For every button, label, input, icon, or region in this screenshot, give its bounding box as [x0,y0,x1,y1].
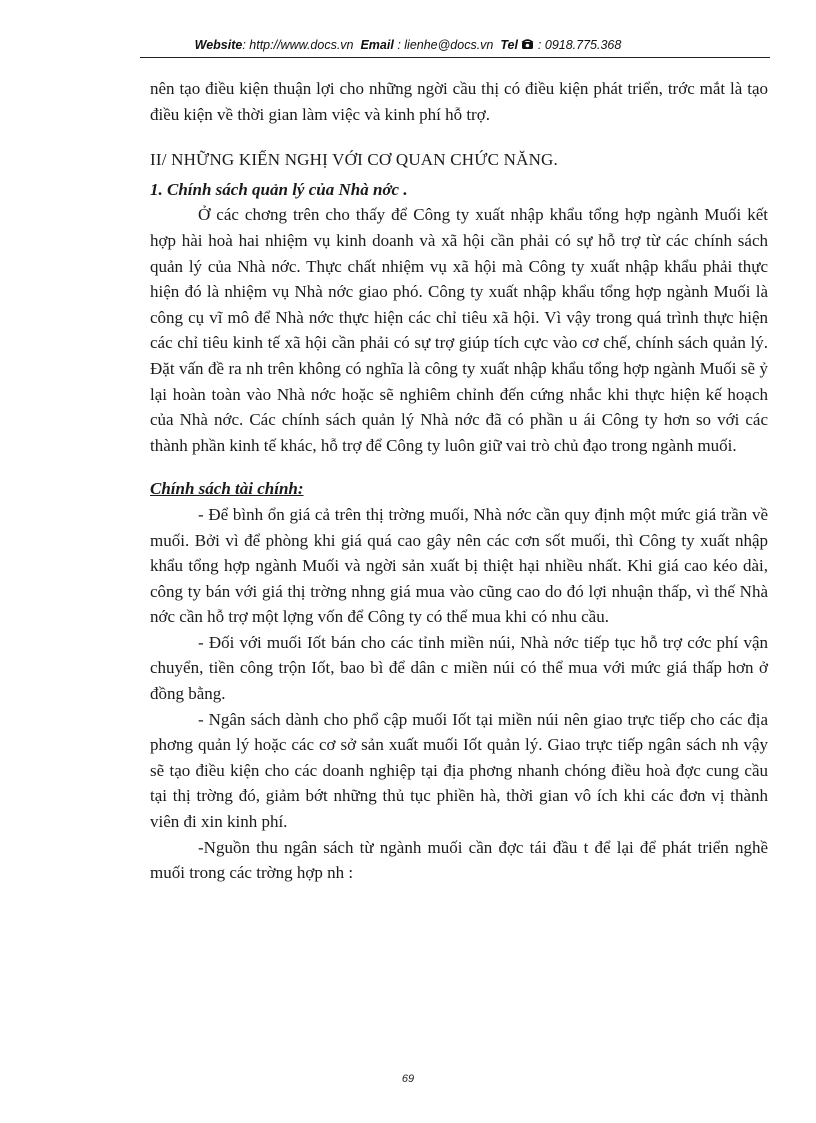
email-label: Email [360,38,394,52]
intro-paragraph: nên tạo điều kiện thuận lợi cho những ngời cầu thị có điều kiện phát triển, trớc mắt là tạo điều kiện về thời gian làm việc và kinh phí hỗ trợ. [150,79,768,124]
website-label: Website [194,38,243,52]
finance-paragraph-1: - Để bình ổn giá cả trên thị trờng muối, Nhà nớc cần quy định một mức giá trần về muối. Bởi vì để phòng khi giá quá cao gây nên các cơn sốt muối, thì Công ty xuất nhập khẩu tổng hợp ngành Muối và ngời sản xuất bị thiệt hại nhiều nhất. Khi giá cao kéo dài, công ty bán với giá thị trờng nhng giá mua vào cũng cao do đó lợi nhuận thấp, vì thế Nhà nớc cần hỗ trợ một lợng vốn để Công ty có thể mua khi có nhu cầu. [150,504,768,627]
finance-paragraph-3: - Ngân sách dành cho phổ cập muối Iốt tại miền núi nên giao trực tiếp cho các địa phơng quản lý hoặc các cơ sở sản xuất muối Iốt quản lý. Giao trực tiếp ngân sách nh vậy sẽ tạo điều kiện cho các doanh nghiệp tại địa phơng nhanh chóng điều hoà đợc cung cầu tại thị trờng đó, giảm bớt những thủ tục phiền hà, thời gian vô ích khi các đơn vị thành viên đi xin kinh phí. [150,709,768,832]
finance-paragraph-4: -Nguồn thu ngân sách từ ngành muối cần đợc tái đầu t để lại để phát triển nghề muối trong các trờng hợp nh : [150,837,768,883]
page-number: 69 [401,1073,415,1085]
finance-heading: Chính sách tài chính: [150,479,304,499]
subsection-heading: 1. Chính sách quản lý của Nhà nớc . [150,179,408,199]
page-header [0,38,816,53]
email-address[interactable]: : lienhe@docs.vn [397,38,494,52]
finance-paragraph-2: - Đối với muối Iốt bán cho các tỉnh miền núi, Nhà nớc tiếp tục hỗ trợ cớc phí vận chuyển, tiền công trộn Iốt, bao bì để dân c miền núi có thể mua với mức giá thấp hơn ở đồng bằng. [150,632,768,704]
telephone-icon [521,38,534,53]
document-body [150,76,768,886]
tel-label: Tel [500,38,518,52]
website-url[interactable]: : http://www.docs.vn [242,38,354,52]
telephone-icon-svg [521,38,534,50]
section-heading: II/ NHỮNG KIẾN NGHỊ VỚI CƠ QUAN CHỨC NĂNG. [150,150,558,170]
header-divider [140,57,770,58]
paragraph-policy: Ở các chơng trên cho thấy để Công ty xuất nhập khẩu tổng hợp ngành Muối kết hợp hài hoà hai nhiệm vụ kinh doanh và xã hội cần phải có sự hỗ trợ từ các chính sách quản lý của Nhà nớc. Thực chất nhiệm vụ xã hội mà Công ty xuất nhập khẩu phải thực hiện đó là nhiệm vụ Nhà nớc giao phó. Công ty xuất nhập khẩu tổng hợp ngành Muối là công cụ vĩ mô để Nhà nớc thực hiện các chỉ tiêu xã hội. Vì vậy trong quá trình thực hiện các chỉ tiêu kinh tế xã hội cần phải có sự trợ giúp tích cực vào cơ chế, chính sách quản lý. Đặt vấn đề ra nh trên không có nghĩa là công ty xuất nhập khẩu tổng hợp ngành Muối sẽ ỷ lại hoàn toàn vào Nhà nớc hoặc sẽ nghiêm chỉnh đến cứng nhắc khi thực hiện kế hoạch của Nhà nớc. Các chính sách quản lý Nhà nớc đã có phần u ái Công ty hơn so với các thành phần kinh tế khác, hỗ trợ để Công ty luôn giữ vai trò chủ đạo trong ngành muối. [150,205,768,455]
tel-number[interactable]: : 0918.775.368 [537,38,622,52]
